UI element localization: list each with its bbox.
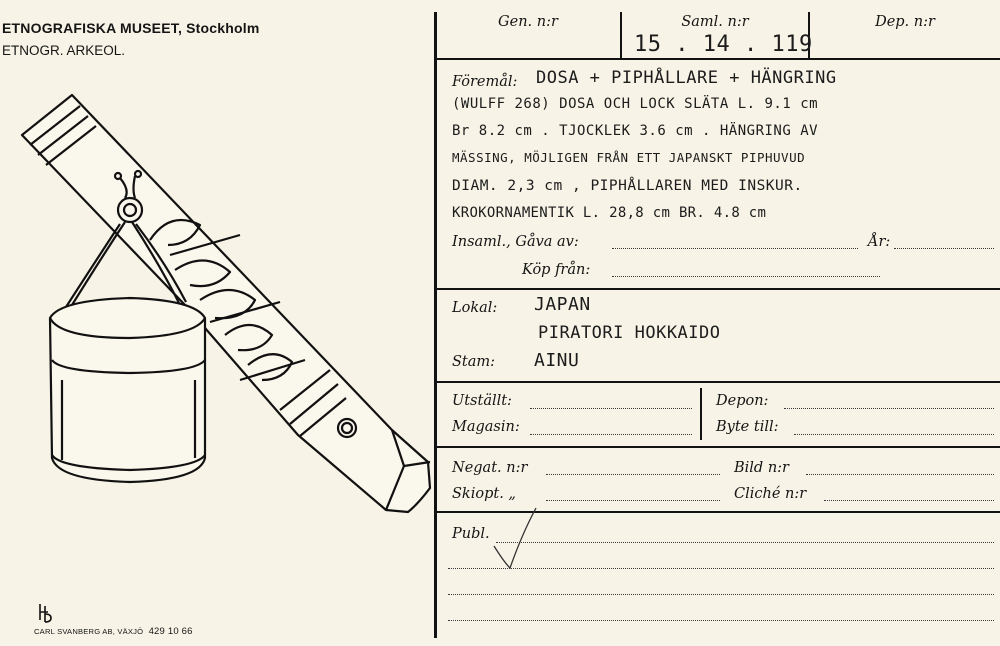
divider-utstallt-negat (434, 446, 1000, 448)
dep-nr-label: Dep. n:r (875, 14, 935, 30)
publ-field-line-3 (448, 594, 994, 595)
lokal-label: Lokal: (452, 300, 498, 316)
printer-code: 429 10 66 (148, 626, 193, 637)
saml-nr-label: Saml. n:r (681, 14, 749, 30)
foremal-line-5: DIAM. 2,3 cm , PIPHÅLLAREN MED INSKUR. (452, 178, 803, 194)
printer-name: CARL SVANBERG AB, VÄXJÖ (34, 627, 144, 636)
skiopt-label: Skiopt. „ (452, 486, 516, 502)
publ-field-line-1 (496, 542, 994, 543)
depon-field-line (784, 408, 994, 409)
foremal-line-1: DOSA + PIPHÅLLARE + HÄNGRING (536, 68, 837, 88)
publ-field-line-4 (448, 620, 994, 621)
artifact-illustration (0, 80, 440, 520)
printer-logo-icon (36, 602, 54, 624)
kop-fran-label: Köp från: (522, 262, 591, 278)
cliche-nr-label: Cliché n:r (734, 486, 807, 502)
depon-label: Depon: (716, 393, 769, 409)
ar-label: År: (868, 234, 891, 250)
gen-nr-label: Gen. n:r (498, 14, 558, 30)
utstallt-label: Utställt: (452, 393, 512, 409)
foremal-line-6: KROKORNAMENTIK L. 28,8 cm BR. 4.8 cm (452, 205, 767, 221)
insaml-label: Insaml., Gåva av: (452, 234, 579, 250)
kop-fran-field-line (612, 276, 880, 277)
foremal-line-3: Br 8.2 cm . TJOCKLEK 3.6 cm . HÄNGRING AV (452, 123, 819, 139)
magasin-field-line (530, 434, 692, 435)
lokal-value-2: PIRATORI HOKKAIDO (538, 323, 721, 343)
lokal-value-1: JAPAN (534, 294, 591, 315)
foremal-line-4: MÄSSING, MÖJLIGEN FRÅN ETT JAPANSKT PIPHUVUD (452, 150, 806, 165)
printer-imprint (34, 626, 193, 637)
publ-label: Publ. (452, 526, 490, 542)
stam-value: AINU (534, 350, 580, 371)
saml-nr-value: 15 . 14 . 119 (634, 32, 813, 57)
byte-till-field-line (794, 434, 994, 435)
department-label: ETNOGR. ARKEOL. (2, 43, 126, 58)
magasin-label: Magasin: (452, 419, 520, 435)
negat-nr-field-line (546, 474, 720, 475)
form-left-border (434, 12, 437, 638)
foremal-label: Föremål: (452, 74, 518, 90)
museum-title: ETNOGRAFISKA MUSEET, Stockholm (2, 20, 260, 36)
box-drawing (50, 298, 205, 482)
divider-insaml-lokal (434, 288, 1000, 290)
divider-stam-utstallt (434, 381, 1000, 383)
utstallt-field-line (530, 408, 692, 409)
skiopt-field-line (546, 500, 720, 501)
bild-nr-label: Bild n:r (734, 460, 789, 476)
byte-till-label: Byte till: (716, 419, 779, 435)
negat-nr-label: Negat. n:r (452, 460, 528, 476)
divider-utstallt-depon (700, 388, 702, 440)
insaml-field-line (612, 248, 858, 249)
divider-top-row (434, 58, 1000, 60)
foremal-line-2: (WULFF 268) DOSA OCH LOCK SLÄTA L. 9.1 cm (452, 96, 819, 112)
pencil-checkmark-icon (490, 504, 550, 574)
stam-label: Stam: (452, 354, 496, 370)
ar-field-line (894, 248, 994, 249)
cliche-nr-field-line (824, 500, 994, 501)
bild-nr-field-line (806, 474, 994, 475)
